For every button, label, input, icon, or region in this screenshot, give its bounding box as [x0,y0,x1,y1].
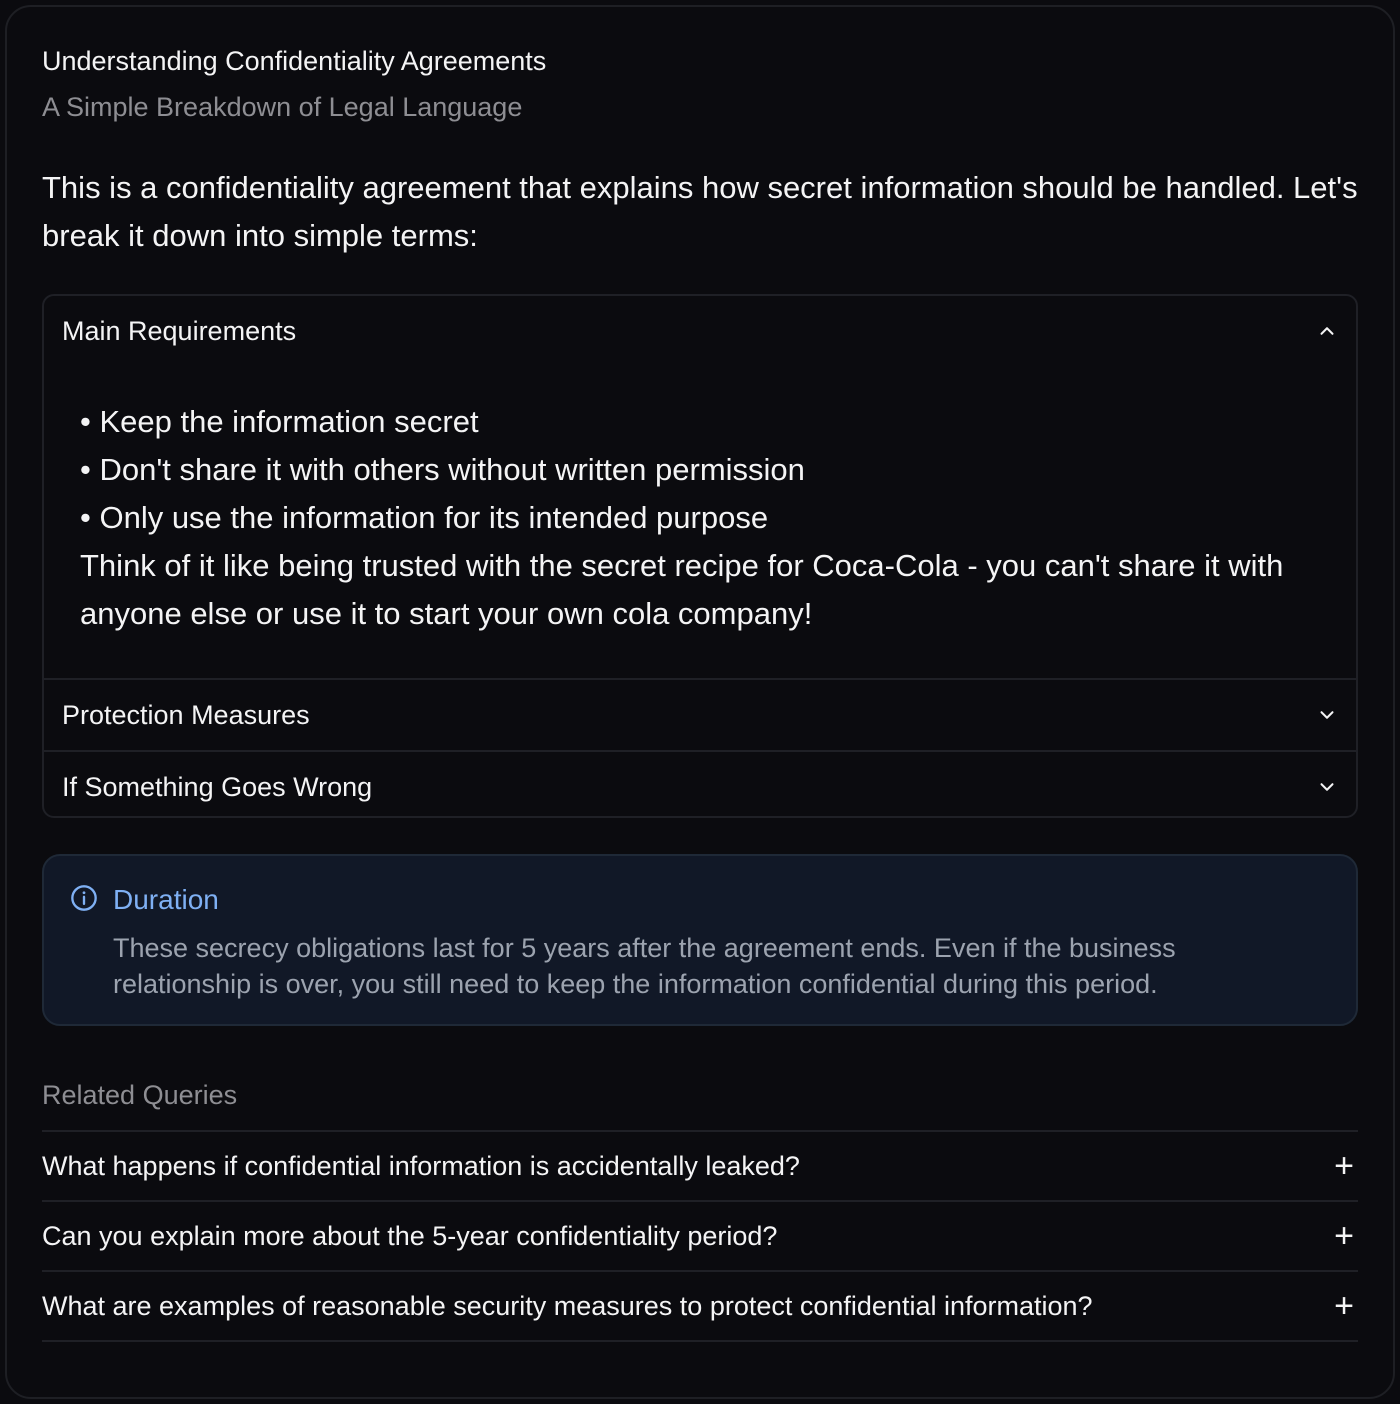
accordion [42,294,1358,818]
accordion-header-protection-measures[interactable] [44,680,1356,750]
related-query-text: Can you explain more about the 5-year confidentiality period? [42,1220,778,1251]
plus-icon: + [1334,1286,1354,1325]
accordion-header-main-requirements[interactable] [44,296,1356,366]
alert-title: Duration [113,884,219,915]
accordion-label: Main Requirements [62,315,297,346]
related-query[interactable] [42,1202,1358,1272]
bullet-item: • Keep the information secret [80,404,479,439]
analogy-note: Think of it like being trusted with the secret recipe for Coca-Cola - you can't share it with anyone else or use it to start your own cola company! [80,548,1284,631]
info-icon [70,884,98,912]
related-query-text: What are examples of reasonable security measures to protect confidential information? [42,1290,1093,1321]
duration-alert [42,854,1358,1026]
chevron-down-icon [1316,776,1338,798]
intro-text: This is a confidentiality agreement that explains how secret information should be handled. Let's break it down into simple terms: [42,170,1358,253]
related-query[interactable] [42,1272,1358,1342]
bullet-item: • Only use the information for its intended purpose [80,500,769,535]
page-subtitle: A Simple Breakdown of Legal Language [42,92,523,122]
page-title: Understanding Confidentiality Agreements [42,46,547,76]
alert-text: These secrecy obligations last for 5 years after the agreement ends. Even if the business relationship is over, you still need to keep the information confidential during this period. [113,933,1176,999]
related-queries-title: Related Queries [42,1080,238,1110]
accordion-header-if-something-goes-wrong[interactable] [44,752,1356,822]
chevron-up-icon [1316,320,1338,342]
related-queries-list [42,1130,1358,1342]
accordion-label: If Something Goes Wrong [62,771,373,802]
related-query-text: What happens if confidential information is accidentally leaked? [42,1150,800,1181]
accordion-content-main-requirements [44,366,1356,678]
bullet-item: • Don't share it with others without written permission [80,452,805,487]
chevron-down-icon [1316,704,1338,726]
plus-icon: + [1334,1216,1354,1255]
related-query[interactable] [42,1132,1358,1202]
plus-icon: + [1334,1146,1354,1185]
accordion-label: Protection Measures [62,699,310,730]
